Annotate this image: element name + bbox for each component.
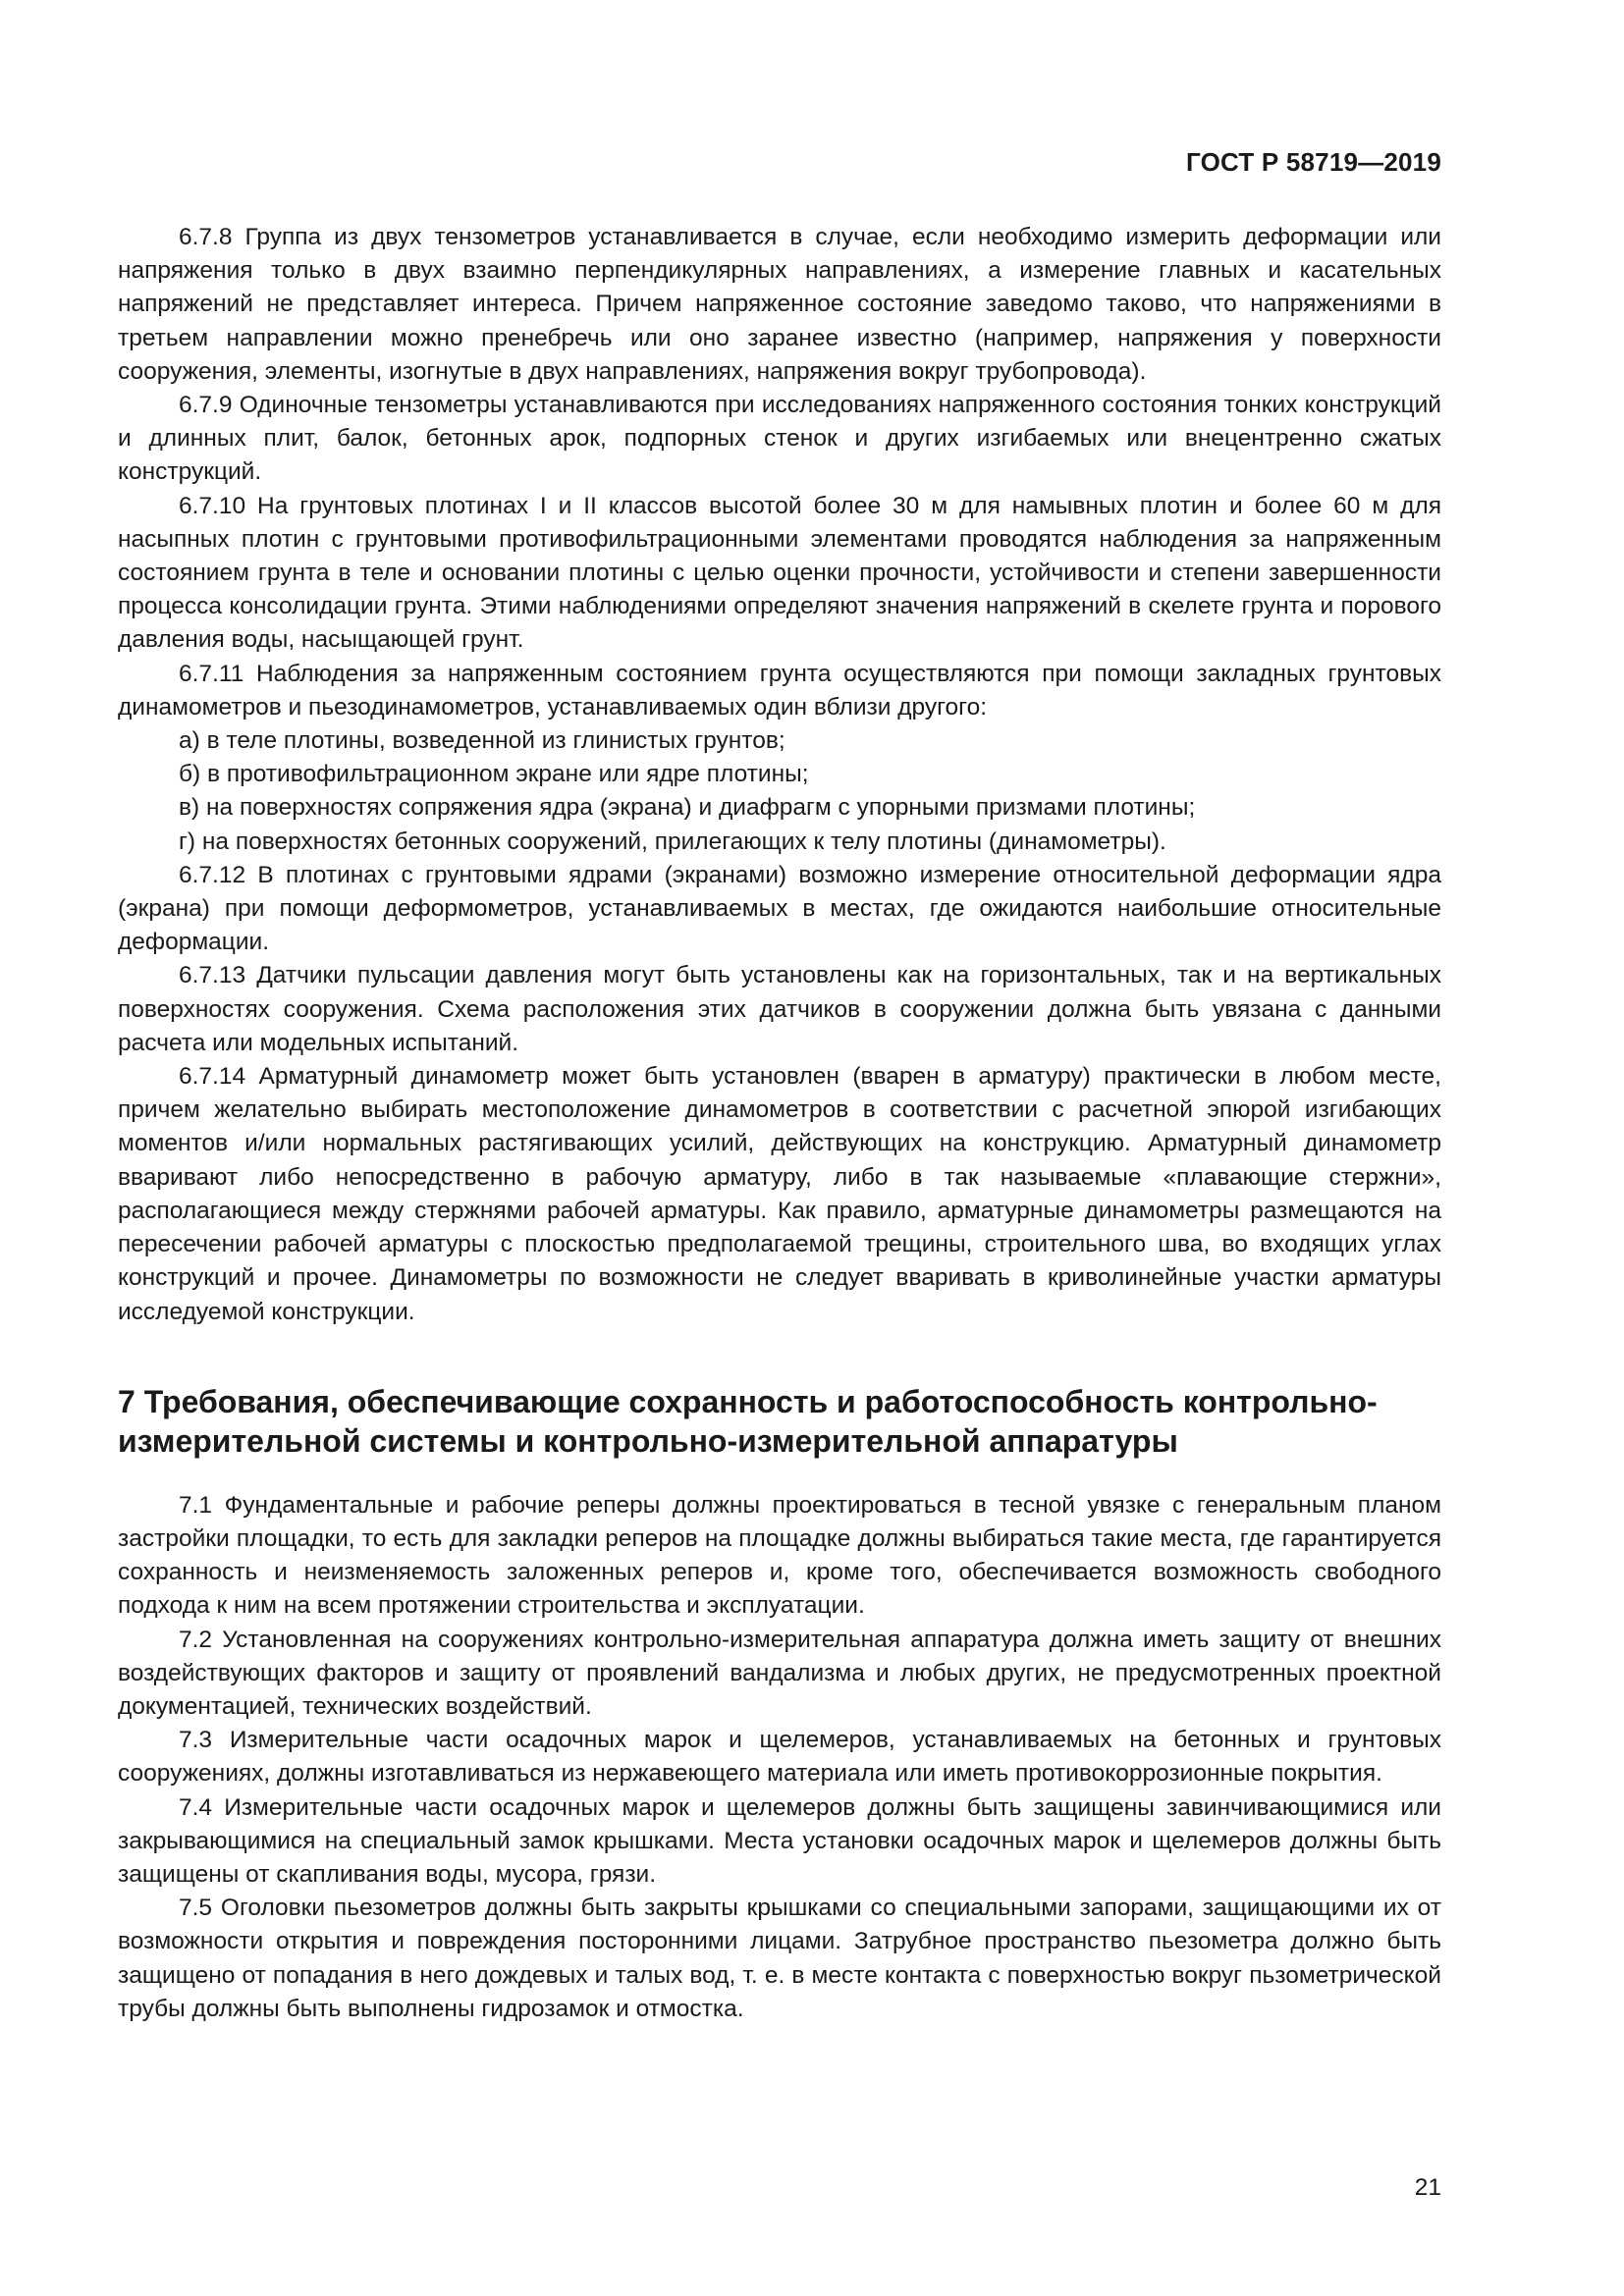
list-item-b: б) в противофильтрационном экране или ядре плотины;	[179, 761, 809, 788]
paragraph-7-5: 7.5 Оголовки пьезометров должны быть закрыты крышками со специальными запорами, защищающими их от возможности открытия и повреждения посторонними лицами. Затрубное пространство пьезометра должно быть защищено от попадания в него дождевых и талых вод, т. е. в месте контакта с поверхностью вокруг пьзометрической трубы должны быть выполнены гидрозамок и отмостка.	[118, 1895, 1441, 2022]
paragraph-6-7-13: 6.7.13 Датчики пульсации давления могут быть установлены как на горизонтальных, так и на вертикальных поверхностях сооружения. Схема расположения этих датчиков в сооружении должна быть увязана с данными расчета или модельных испытаний.	[118, 962, 1441, 1056]
list-item-g: г) на поверхностях бетонных сооружений, прилегающих к телу плотины (динамометры).	[179, 828, 1166, 855]
section-7-title: 7 Требования, обеспечивающие сохранность и работоспособность контрольно-измерительной системы и контрольно-измерительной аппаратуры	[118, 1383, 1378, 1460]
document-header: ГОСТ Р 58719—2019	[1186, 147, 1441, 177]
paragraph-7-4: 7.4 Измерительные части осадочных марок и щелемеров должны быть защищены завинчивающимися или закрывающимися на специальный замок крышками. Места установки осадочных марок и щелемеров должны быть защищены от скапливания воды, мусора, грязи.	[118, 1793, 1441, 1888]
paragraph-6-7-11: 6.7.11 Наблюдения за напряженным состоянием грунта осуществляются при помощи закладных грунтовых динамометров и пьезодинамометров, устанавливаемых один вблизи другого:	[118, 660, 1441, 721]
paragraph-6-7-9: 6.7.9 Одиночные тензометры устанавливаются при исследованиях напряженного состояния тонких конструкций и длинных плит, балок, бетонных арок, подпорных стенок и других изгибаемых или внецентренно сжатых конструкций.	[118, 392, 1441, 486]
paragraph-7-3: 7.3 Измерительные части осадочных марок и щелемеров, устанавливаемых на бетонных и грунтовых сооружениях, должны изготавливаться из нержавеющего материала или иметь противокоррозионные покрытия.	[118, 1727, 1441, 1788]
paragraph-6-7-14: 6.7.14 Арматурный динамометр может быть установлен (вварен в арматуру) практически в любом месте, причем желательно выбирать местоположение динамометров в соответствии с расчетной эпюрой изгибающих моментов и/или нормальных растягивающих усилий, действующих на конструкцию. Арматурный динамометр вваривают либо непосредственно в рабочую арматуру, либо в так называемые «плавающие стержни», располагающиеся между стержнями рабочей арматуры. Как правило, арматурные динамометры размещаются на пересечении рабочей арматуры с плоскостью предполагаемой трещины, строительного шва, во входящих углах конструкций и прочее. Динамометры по возможности не следует вваривать в криволинейные участки арматуры исследуемой конструкции.	[118, 1063, 1441, 1325]
paragraph-6-7-12: 6.7.12 В плотинах с грунтовыми ядрами (экранами) возможно измерение относительной деформации ядра (экрана) при помощи деформометров, устанавливаемых в местах, где ожидаются наибольшие относительные деформации.	[118, 861, 1441, 956]
paragraph-7-2: 7.2 Установленная на сооружениях контрольно-измерительная аппаратура должна иметь защиту от внешних воздействующих факторов и защиту от проявлений вандализма и любых других, не предусмотренных проектной документацией, технических воздействий.	[118, 1626, 1441, 1720]
paragraph-6-7-8: 6.7.8 Группа из двух тензометров устанавливается в случае, если необходимо измерить деформации или напряжения только в двух взаимно перпендикулярных направлениях, а измерение главных и касательных напряжений не представляет интереса. Причем напряженное состояние заведомо таково, что напряжениями в третьем направлении можно пренебречь или оно заранее известно (например, напряжения у поверхности сооружения, элементы, изогнутые в двух направлениях, напряжения вокруг трубопровода).	[118, 224, 1441, 385]
paragraph-7-1: 7.1 Фундаментальные и рабочие реперы должны проектироваться в тесной увязке с генеральным планом застройки площадки, то есть для закладки реперов на площадке должны выбираться такие места, где гарантируется сохранность и неизменяемость заложенных реперов и, кроме того, обеспечивается возможность свободного подхода к ним на всем протяжении строительства и эксплуатации.	[118, 1491, 1441, 1620]
list-item-a: а) в теле плотины, возведенной из глинистых грунтов;	[179, 727, 785, 755]
paragraph-6-7-10: 6.7.10 На грунтовых плотинах I и II классов высотой более 30 м для намывных плотин и более 60 м для насыпных плотин с грунтовыми противофильтрационными элементами проводятся наблюдения за напряженным состоянием грунта в теле и основании плотины с целью оценки прочности, устойчивости и степени завершенности процесса консолидации грунта. Этими наблюдениями определяют значения напряжений в скелете грунта и порового давления воды, насыщающей грунт.	[118, 492, 1441, 654]
list-item-v: в) на поверхностях сопряжения ядра (экрана) и диафрагм с упорными призмами плотины;	[179, 794, 1196, 822]
page-number: 21	[1414, 2174, 1441, 2201]
page-content	[118, 221, 1441, 2026]
